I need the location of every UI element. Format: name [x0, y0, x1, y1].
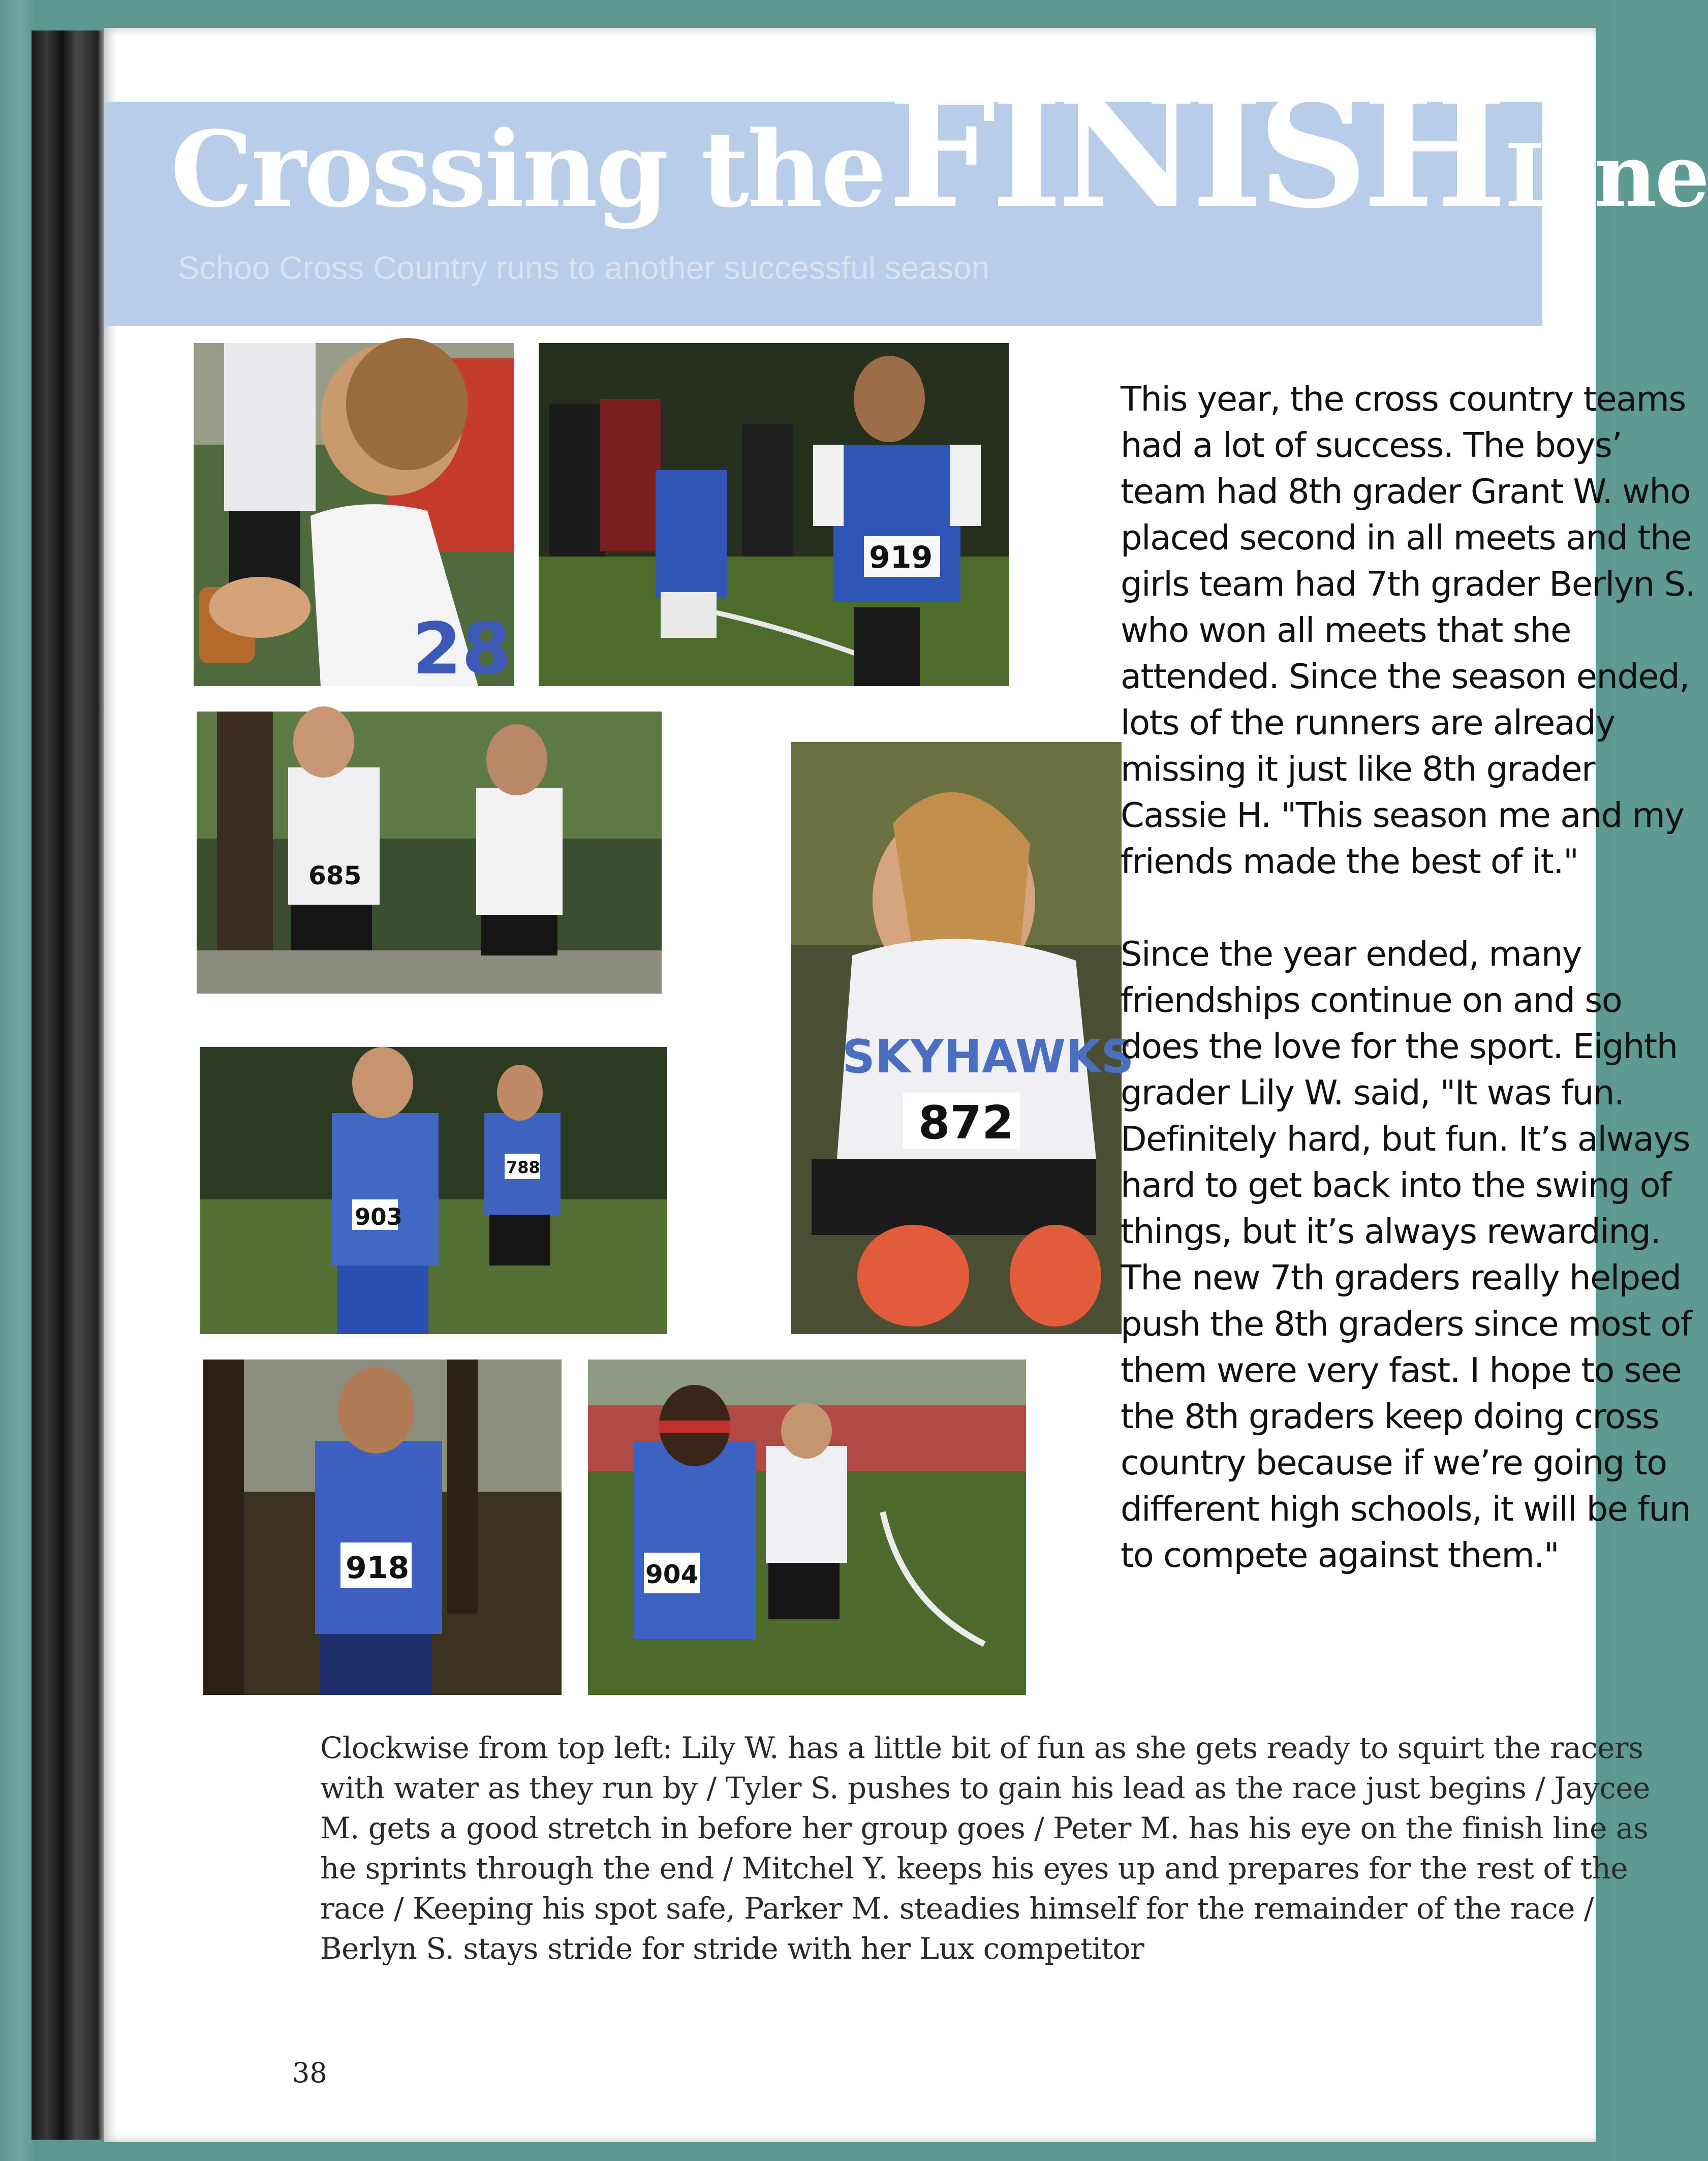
- photo-finish-sprint: [200, 1047, 667, 1334]
- story-paragraph-2: Since the year ended, many friendships continue on and so does the love for the sport. Eighth grader Lily W. said, "It was fun. Definitely hard, but fun. It’s always hard to get back into the swing of things, but it’s always rewarding. The new 7th graders really helped push the 8th graders since most of them were very fast. I hope to see the 8th graders keep doing cross country because if we’re going to different high schools, it will be fun to compete against them.": [1121, 934, 1692, 1575]
- svg-text:28: 28: [412, 608, 511, 691]
- runner-photo-icon: [203, 1360, 562, 1695]
- photo-race-start: [539, 343, 1009, 686]
- photo-stretch: [791, 742, 1134, 1334]
- title-part-1: Crossing the: [170, 109, 885, 231]
- svg-text:918: 918: [346, 1550, 410, 1586]
- photo-steady: [588, 1360, 1026, 1695]
- photo-eyes-up: [203, 1360, 562, 1695]
- runner-photo-icon: [588, 1360, 1026, 1695]
- svg-text:685: 685: [308, 861, 362, 890]
- photo-caption: Clockwise from top left: Lily W. has a little bit of fun as she gets ready to squirt the racers with water as they run by / Tyler S. pushes to gain his lead as the race just begins / Jaycee M. gets a good stretch in before her group goes / Peter M. has his eye on the finish line as he sprints through the end / Mitchel Y. keeps his eyes up and prepares for the rest of the race / Keeping his spot safe, Parker M. steadies himself for the remainder of the race / Berlyn S. stays stride for stride with her Lux competitor: [320, 1731, 1650, 1966]
- page-number: 38: [292, 2057, 327, 2089]
- title-part-3: Line: [1504, 125, 1708, 227]
- svg-text:903: 903: [355, 1203, 402, 1230]
- page-subtitle: Schoo Cross Country runs to another successful season: [178, 250, 990, 286]
- svg-text:872: 872: [918, 1096, 1014, 1150]
- book-binding: [32, 30, 113, 2140]
- svg-text:919: 919: [869, 540, 933, 575]
- svg-text:SKYHAWKS: SKYHAWKS: [842, 1030, 1134, 1084]
- svg-text:904: 904: [645, 1560, 699, 1589]
- story-paragraph-1: This year, the cross country teams had a lot of success. The boys’ team had 8th grader Grant W. who placed second in all meets and the girls team had 7th grader Berlyn S. who won all meets that she attended. Since the season ended, lots of the runners are already missing it just like 8th grader Cassie H. "This season me and my friends made the best of it.": [1121, 379, 1695, 881]
- svg-text:788: 788: [506, 1158, 540, 1177]
- runner-photo-icon: [791, 742, 1134, 1334]
- photo-water-squirt: [194, 343, 514, 691]
- photo-lux-competitor: [197, 712, 662, 994]
- page-title: [170, 63, 1708, 242]
- story-text: [1121, 376, 1705, 1579]
- yearbook-page: [104, 28, 1708, 2142]
- runner-photo-icon: [194, 343, 514, 691]
- runner-photo-icon: [197, 712, 662, 994]
- runner-photo-icon: [200, 1047, 667, 1334]
- runner-photo-icon: [539, 343, 1009, 686]
- title-part-2: FINISH: [888, 63, 1502, 242]
